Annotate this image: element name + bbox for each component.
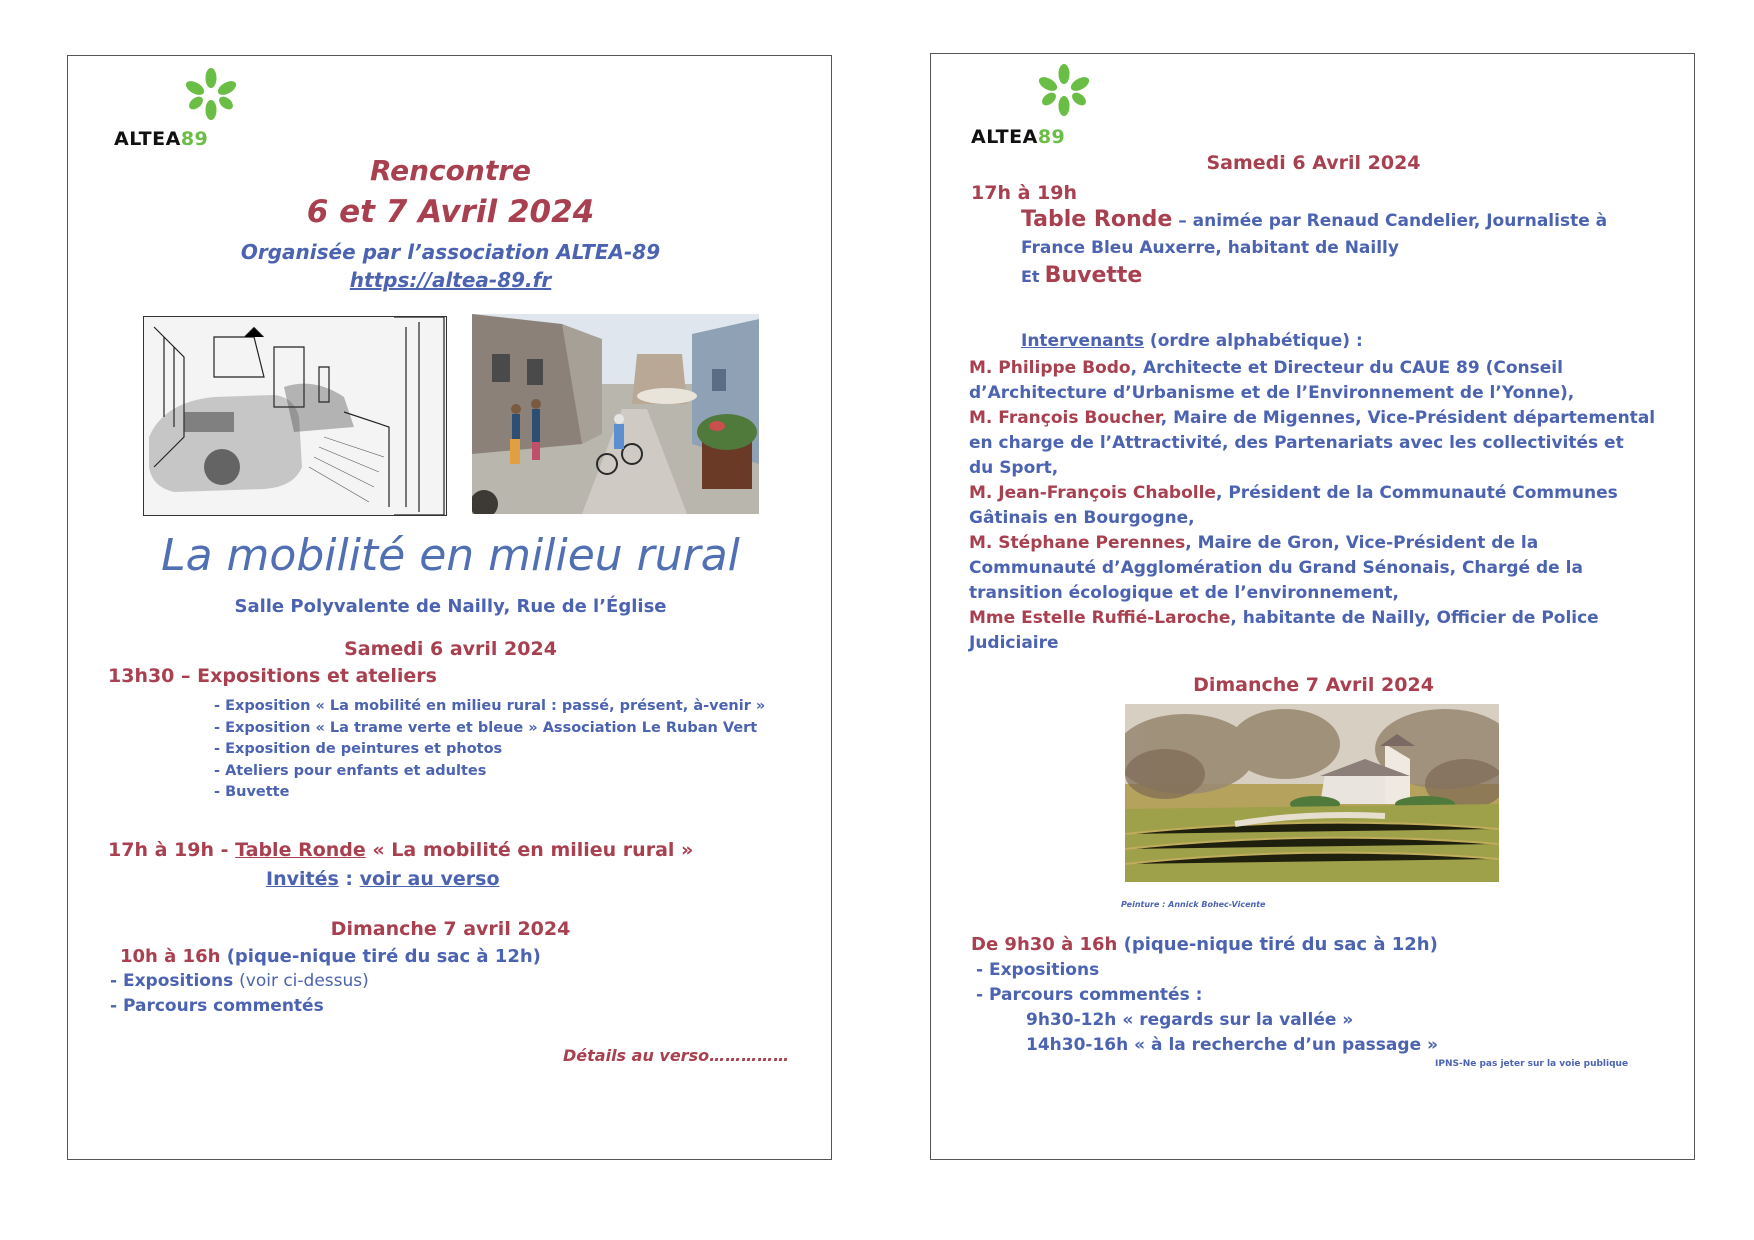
speaker-desc: , Maire de Migennes, Vice-Président départemental	[1160, 408, 1656, 428]
logo-name: ALTEA	[971, 126, 1038, 148]
flyer-page-front	[67, 55, 832, 1160]
sunday-item-parcours: - Parcours commentés	[110, 996, 324, 1016]
speaker-desc: , habitante de Nailly, Officier de Police	[1230, 608, 1599, 628]
altea-logo	[114, 128, 208, 150]
saturday-session: 13h30 – Expositions et ateliers	[108, 665, 437, 687]
list-item: - Buvette	[214, 784, 290, 800]
walk-item: 14h30-16h « à la recherche d’un passage »	[1026, 1035, 1438, 1055]
speaker-entry	[969, 606, 1655, 631]
speaker-name: M. Jean-François Chabolle	[969, 483, 1216, 503]
speaker-entry	[969, 356, 1655, 381]
list-item: - Ateliers pour enfants et adultes	[214, 762, 487, 779]
speaker-name: M. Stéphane Perennes	[969, 533, 1186, 553]
speaker-entry	[969, 406, 1655, 431]
list-item: - Exposition « La mobilité en milieu rural : passé, présent, à-venir »	[214, 698, 766, 714]
round-table-desc: – animée par Renaud Candelier, Journaliste à	[1172, 211, 1608, 231]
walk-item: 9h30-12h « regards sur la vallée »	[1026, 1010, 1354, 1030]
flyer-page-back	[930, 53, 1695, 1160]
headline: La mobilité en milieu rural	[161, 530, 740, 581]
sunday-time-line	[971, 934, 1438, 955]
round-table-line	[108, 839, 693, 861]
guests-separator: :	[338, 868, 360, 890]
speakers-label: Intervenants	[1021, 331, 1145, 351]
leaf-logo-icon	[1036, 62, 1092, 118]
buvette-label: Buvette	[1044, 263, 1143, 288]
details-footer: Détails au verso……………	[563, 1046, 790, 1065]
buvette-line	[1021, 263, 1142, 288]
village-street-photo	[472, 314, 759, 514]
list-item: - Exposition de peintures et photos	[214, 741, 503, 757]
street-sketch-image	[143, 316, 447, 516]
speaker-desc-cont: d’Architecture d’Urbanisme et de l’Environnement de l’Yonne),	[969, 383, 1575, 403]
round-table-desc-cont: France Bleu Auxerre, habitant de Nailly	[1021, 238, 1399, 258]
title-dates: 6 et 7 Avril 2024	[306, 194, 595, 230]
sunday-time-note: (pique-nique tiré du sac à 12h)	[1117, 934, 1438, 955]
sunday-time-note: (pique-nique tiré du sac à 12h)	[226, 946, 541, 967]
round-table-label: Table Ronde	[235, 839, 366, 861]
speaker-desc-cont: en charge de l’Attractivité, des Partenariats avec les collectivités et	[969, 433, 1624, 453]
round-table-line	[1021, 207, 1607, 232]
title-rencontre: Rencontre	[369, 154, 532, 187]
guests-link[interactable]: voir au verso	[359, 868, 500, 890]
round-table-time: 17h à 19h -	[108, 839, 229, 861]
sunday-heading: Dimanche 7 Avril 2024	[1193, 674, 1434, 696]
speaker-name: Mme Estelle Ruffié-Laroche	[969, 608, 1231, 628]
organiser-line: Organisée par l’association ALTEA-89	[240, 240, 661, 264]
speakers-note: (ordre alphabétique) :	[1144, 331, 1363, 351]
list-item: - Exposition « La trame verte et bleue » Association Le Ruban Vert	[214, 719, 758, 736]
logo-number: 89	[180, 128, 209, 150]
guests-label: Invités	[266, 868, 339, 890]
speaker-desc: , Maire de Gron, Vice-Président de la	[1185, 533, 1539, 553]
sunday-item-note: (voir ci-dessus)	[239, 971, 369, 991]
website-url[interactable]: https://altea-89.fr	[349, 268, 552, 292]
speaker-entry	[969, 531, 1655, 556]
round-table-topic: « La mobilité en milieu rural »	[372, 839, 694, 861]
logo-name: ALTEA	[114, 128, 181, 150]
speaker-desc-cont: Communauté d’Agglomération du Grand Sénonais, Chargé de la	[969, 558, 1583, 578]
guests-line	[266, 868, 500, 890]
speaker-desc: , Président de la Communauté Communes	[1215, 483, 1618, 503]
venue: Salle Polyvalente de Nailly, Rue de l’Église	[234, 596, 667, 617]
altea-logo	[971, 126, 1065, 148]
sunday-time-line	[120, 946, 541, 967]
speaker-desc-cont: transition écologique et de l’environnement,	[969, 583, 1399, 603]
speakers-list	[969, 356, 1655, 656]
speakers-heading	[1021, 331, 1363, 351]
sunday-item-expositions	[110, 971, 369, 991]
painting-credit: Peinture : Annick Bohec-Vicente	[1121, 900, 1266, 909]
sunday-time: De 9h30 à 16h	[971, 934, 1118, 955]
speaker-desc-cont: Gâtinais en Bourgogne,	[969, 508, 1195, 528]
sunday-item: - Expositions	[976, 960, 1100, 980]
speaker-name: M. François Boucher	[969, 408, 1161, 428]
speaker-desc-cont: Judiciaire	[969, 633, 1059, 653]
speaker-desc: , Architecte et Directeur du CAUE 89 (Conseil	[1130, 358, 1563, 378]
and-label: Et	[1021, 267, 1040, 286]
sunday-item: - Parcours commentés :	[976, 985, 1203, 1005]
leaf-logo-icon	[183, 66, 239, 122]
sunday-item-label: - Expositions	[110, 971, 234, 991]
village-painting-image	[1125, 704, 1499, 882]
logo-number: 89	[1037, 126, 1066, 148]
speaker-entry	[969, 481, 1655, 506]
sunday-time: 10h à 16h	[120, 946, 221, 967]
speaker-name: M. Philippe Bodo	[969, 358, 1131, 378]
round-table-label: Table Ronde	[1021, 207, 1173, 232]
website-link[interactable]	[68, 268, 833, 292]
ipns-notice: IPNS-Ne pas jeter sur la voie publique	[1435, 1059, 1629, 1069]
saturday-heading: Samedi 6 Avril 2024	[1206, 152, 1421, 174]
saturday-activities-list	[214, 696, 765, 804]
speaker-desc-cont: du Sport,	[969, 458, 1059, 478]
saturday-heading: Samedi 6 avril 2024	[344, 638, 557, 660]
saturday-time: 17h à 19h	[971, 182, 1077, 204]
sunday-heading: Dimanche 7 avril 2024	[330, 918, 571, 940]
